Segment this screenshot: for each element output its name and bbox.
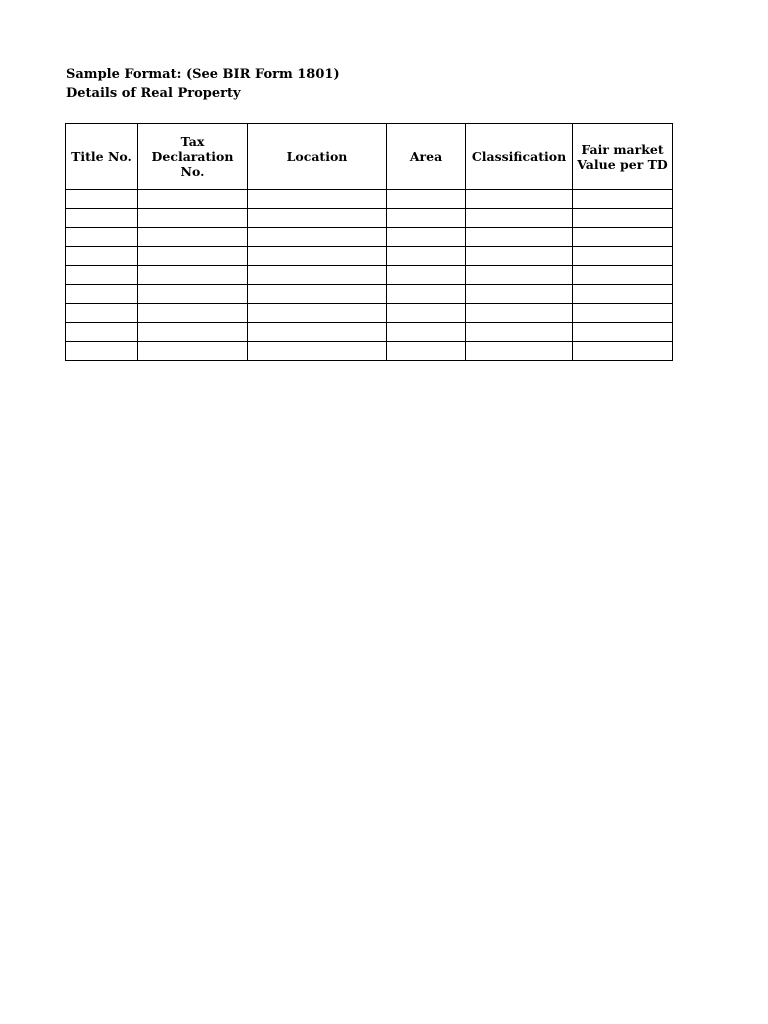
table-cell — [387, 266, 466, 285]
table-cell — [248, 247, 387, 266]
table-cell — [573, 342, 673, 361]
column-header-classification: Classification — [466, 124, 573, 190]
column-header-tax-declaration-no: Tax Declaration No. — [138, 124, 248, 190]
table-cell — [138, 285, 248, 304]
table-cell — [466, 247, 573, 266]
table-cell — [387, 304, 466, 323]
table-cell — [248, 342, 387, 361]
table-cell — [573, 247, 673, 266]
table-cell — [573, 266, 673, 285]
table-cell — [466, 304, 573, 323]
table-row — [66, 209, 673, 228]
table-cell — [66, 342, 138, 361]
table-row — [66, 190, 673, 209]
table-cell — [248, 285, 387, 304]
table-row — [66, 342, 673, 361]
table-row — [66, 266, 673, 285]
table-cell — [573, 323, 673, 342]
sample-format-heading: Sample Format: (See BIR Form 1801) — [66, 67, 340, 82]
table-cell — [387, 190, 466, 209]
table-row — [66, 247, 673, 266]
table-cell — [66, 209, 138, 228]
table-cell — [573, 190, 673, 209]
table-cell — [387, 285, 466, 304]
table-cell — [66, 323, 138, 342]
details-heading: Details of Real Property — [66, 86, 241, 101]
table-cell — [66, 247, 138, 266]
table-cell — [66, 285, 138, 304]
column-header-location: Location — [248, 124, 387, 190]
table-cell — [138, 304, 248, 323]
table-cell — [66, 228, 138, 247]
table-cell — [573, 209, 673, 228]
table-cell — [466, 190, 573, 209]
table-row — [66, 304, 673, 323]
table-cell — [66, 190, 138, 209]
table-cell — [138, 266, 248, 285]
table-cell — [466, 323, 573, 342]
table-cell — [573, 285, 673, 304]
table-cell — [387, 228, 466, 247]
table-cell — [138, 342, 248, 361]
table-cell — [138, 323, 248, 342]
table-cell — [66, 304, 138, 323]
table-cell — [138, 228, 248, 247]
table-row — [66, 285, 673, 304]
table-cell — [387, 209, 466, 228]
table-cell — [138, 247, 248, 266]
table-row — [66, 323, 673, 342]
table-body — [66, 190, 673, 361]
table-cell — [466, 285, 573, 304]
table-cell — [138, 190, 248, 209]
table-cell — [66, 266, 138, 285]
table-cell — [466, 228, 573, 247]
table-cell — [248, 323, 387, 342]
column-header-area: Area — [387, 124, 466, 190]
table-cell — [248, 209, 387, 228]
table-cell — [248, 304, 387, 323]
real-property-table — [65, 123, 673, 361]
table-cell — [573, 304, 673, 323]
table-cell — [387, 342, 466, 361]
table-cell — [466, 266, 573, 285]
table-cell — [248, 190, 387, 209]
table-cell — [387, 247, 466, 266]
table-cell — [387, 323, 466, 342]
table-cell — [466, 342, 573, 361]
table-cell — [466, 209, 573, 228]
table-cell — [573, 228, 673, 247]
table-cell — [248, 228, 387, 247]
table-header-row — [66, 124, 673, 190]
table-cell — [248, 266, 387, 285]
table-cell — [138, 209, 248, 228]
column-header-title-no: Title No. — [66, 124, 138, 190]
column-header-fair-market-value: Fair market Value per TD — [573, 124, 673, 190]
table-row — [66, 228, 673, 247]
